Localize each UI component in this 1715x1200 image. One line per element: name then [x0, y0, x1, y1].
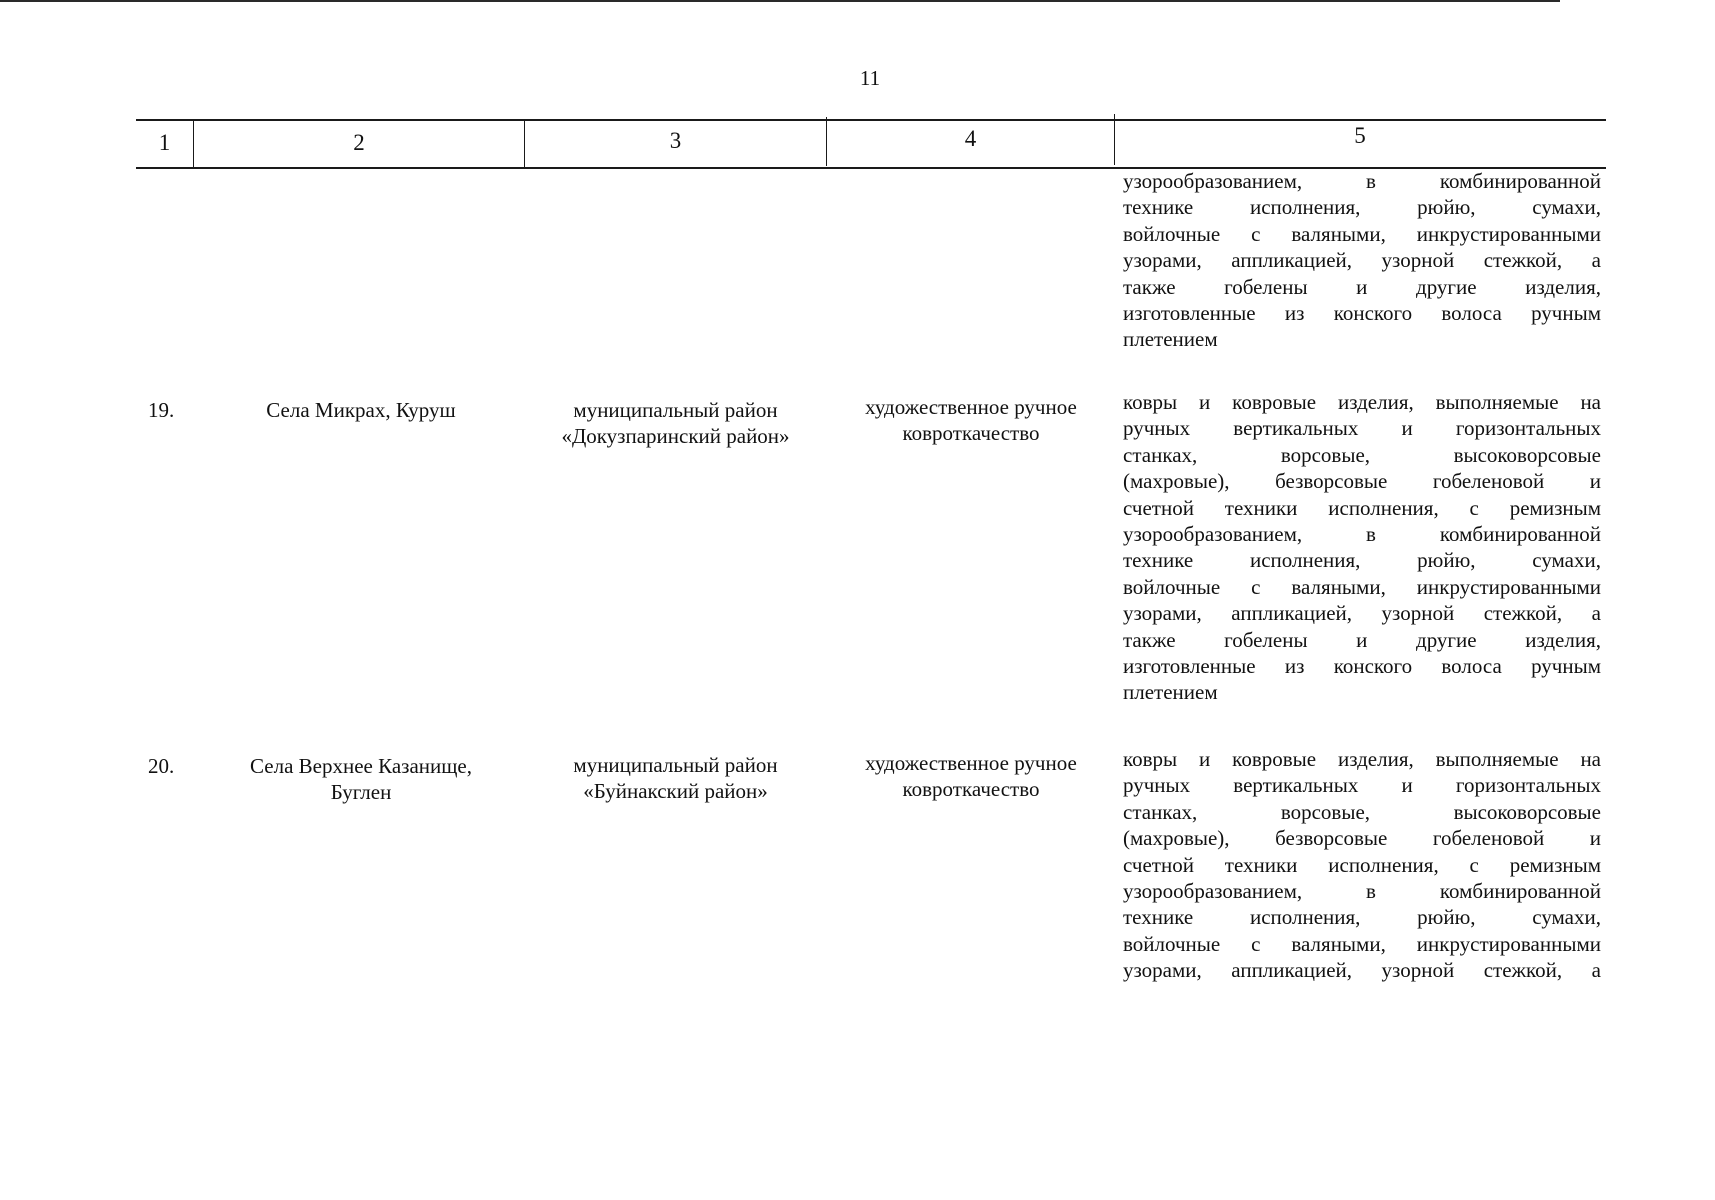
desc-line: узорами, аппликацией, узорной стежкой, а [1123, 248, 1601, 273]
place-line: Села Микрах, Куруш [266, 398, 456, 422]
row-19-description [1123, 389, 1601, 706]
row-20-place [200, 753, 522, 806]
header-col-2: 2 [353, 130, 365, 155]
desc-line: также гобелены и другие изделия, [1123, 274, 1601, 299]
district-line: муниципальный район [573, 398, 778, 422]
header-col-3: 3 [669, 128, 682, 153]
desc-line: также гобелены и другие изделия, [1123, 627, 1601, 652]
district-line: «Докузпаринский район» [561, 424, 790, 449]
desc-line: станках, ворсовые, высоковорсовые [1123, 442, 1601, 467]
header-top-rule [136, 119, 1606, 121]
row-19-number: 19. [148, 398, 175, 422]
row-19-place [200, 397, 522, 423]
desc-line: узорообразованием, в комбинированной [1123, 169, 1601, 193]
desc-line: счетной техники исполнения, с ремизным [1123, 852, 1601, 877]
desc-line: ковры и ковровые изделия, выполняемые на [1123, 747, 1601, 771]
desc-line: войлочные с валяными, инкрустированными [1123, 221, 1601, 246]
desc-line: ручных вертикальных и горизонтальных [1123, 416, 1601, 441]
header-col-1: 1 [158, 130, 171, 155]
craft-line: художественное ручное [865, 395, 1077, 419]
desc-line: счетной техники исполнения, с ремизным [1123, 495, 1601, 520]
desc-line: изготовленные из конского волоса ручным [1123, 300, 1601, 325]
header-col-4: 4 [964, 126, 977, 151]
page-number: 11 [859, 66, 881, 90]
place-line: Села Верхнее Казанище, [250, 754, 472, 778]
desc-line: узорообразованием, в комбинированной [1123, 878, 1601, 903]
desc-line: войлочные с валяными, инкрустированными [1123, 574, 1601, 599]
desc-line: узорообразованием, в комбинированной [1123, 521, 1601, 546]
desc-line: (махровые), безворсовые гобеленовой и [1123, 469, 1601, 494]
desc-line: войлочные с валяными, инкрустированными [1123, 931, 1601, 956]
desc-line: ручных вертикальных и горизонтальных [1123, 773, 1601, 798]
row-19-district [527, 397, 824, 450]
desc-line: ковры и ковровые изделия, выполняемые на [1123, 390, 1601, 414]
header-col-5: 5 [1354, 123, 1366, 148]
desc-line: плетением [1123, 680, 1218, 705]
row-20-number: 20. [148, 754, 175, 778]
place-line: Буглен [330, 780, 392, 805]
desc-line: изготовленные из конского волоса ручным [1123, 653, 1601, 678]
row-20-description [1123, 746, 1601, 984]
row-20-craft [830, 750, 1112, 803]
craft-line: ковроткачество [902, 777, 1040, 802]
desc-line: технике исполнения, рюйю, сумахи, [1123, 195, 1601, 220]
craft-line: ковроткачество [902, 421, 1040, 446]
desc-line: (махровые), безворсовые гобеленовой и [1123, 826, 1601, 851]
desc-line: узорами, аппликацией, узорной стежкой, а [1123, 958, 1601, 983]
desc-line: станках, ворсовые, высоковорсовые [1123, 799, 1601, 824]
continuation-description [1123, 168, 1601, 353]
scan-border [0, 0, 1560, 2]
desc-line: технике исполнения, рюйю, сумахи, [1123, 905, 1601, 930]
district-line: муниципальный район [573, 753, 778, 777]
row-19-craft [830, 394, 1112, 447]
desc-line: технике исполнения, рюйю, сумахи, [1123, 548, 1601, 573]
desc-line: узорами, аппликацией, узорной стежкой, а [1123, 601, 1601, 626]
row-20-district [527, 752, 824, 805]
district-line: «Буйнакский район» [583, 779, 768, 804]
craft-line: художественное ручное [865, 751, 1077, 775]
desc-line: плетением [1123, 327, 1218, 352]
